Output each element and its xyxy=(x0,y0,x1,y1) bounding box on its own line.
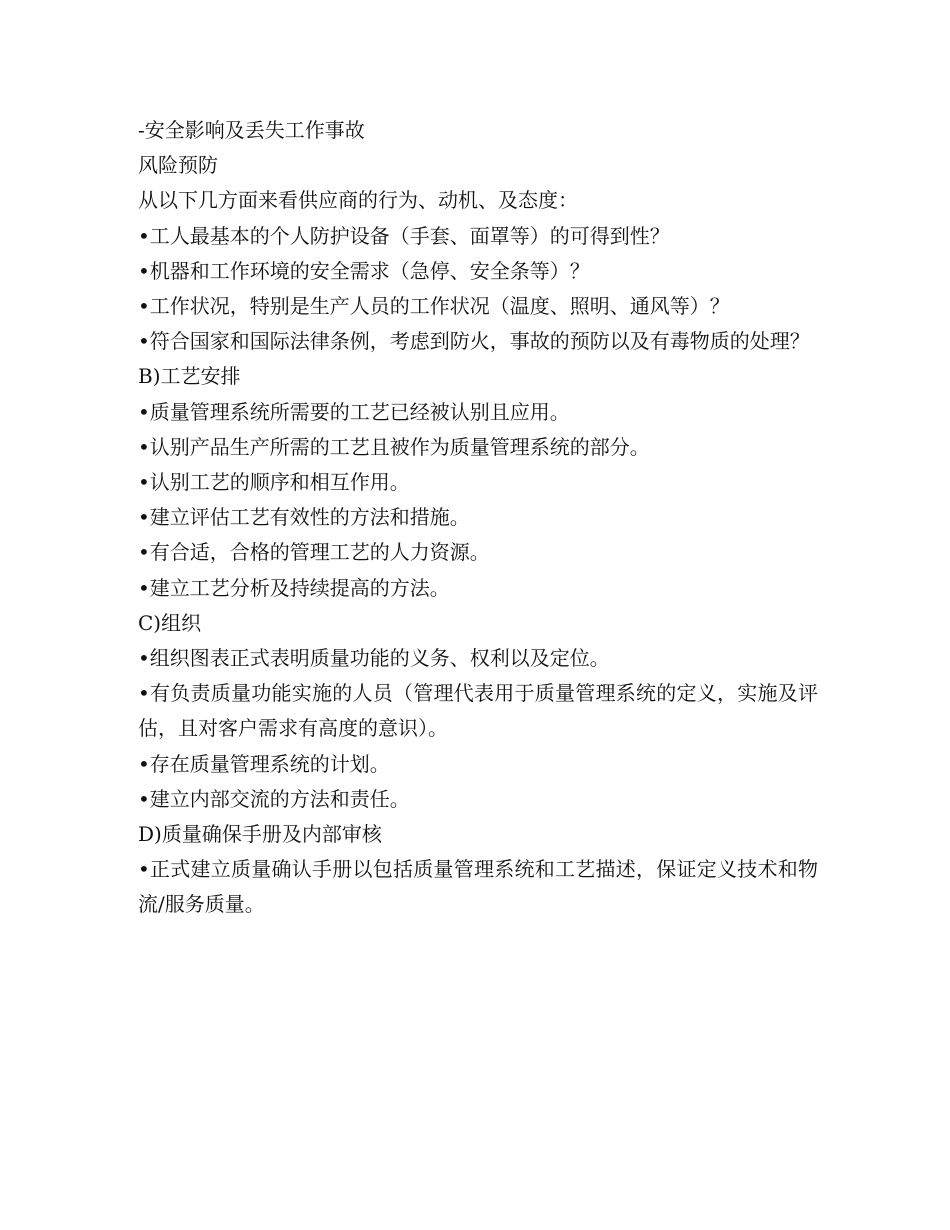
safety-impact-line: -安全影响及丢失工作事故 xyxy=(138,118,365,142)
bullet-item: •有负责质量功能实施的人员（管理代表用于质量管理系统的定义，实施及评估，且对客户需求有高度的意识）。 xyxy=(138,681,818,741)
bullet-item: •工人最基本的个人防护设备（手套、面罩等）的可得到性？ xyxy=(138,223,670,248)
bullet-item: •建立工艺分析及持续提高的方法。 xyxy=(138,575,450,600)
bullet-item: •组织图表正式表明质量功能的义务、权利以及定位。 xyxy=(138,646,610,671)
bullet-item: •符合国家和国际法律条例，考虑到防火，事故的预防以及有毒物质的处理？ xyxy=(138,329,810,354)
bullet-item: •机器和工作环境的安全需求（急停、安全条等）？ xyxy=(138,258,590,283)
bullet-item: •存在质量管理系统的计划。 xyxy=(138,751,390,776)
document-page xyxy=(138,113,818,923)
intro-line: 从以下几方面来看供应商的行为、动机、及态度： xyxy=(138,188,578,213)
bullet-item: •工作状况，特别是生产人员的工作状况（温度、照明、通风等）？ xyxy=(138,294,730,319)
section-heading-c: C)组织 xyxy=(138,610,202,635)
section-heading-d: D)质量确保手册及内部审核 xyxy=(138,822,382,847)
section-heading-b: B)工艺安排 xyxy=(138,364,241,389)
bullet-item: •认别工艺的顺序和相互作用。 xyxy=(138,470,410,495)
bullet-item: •建立评估工艺有效性的方法和措施。 xyxy=(138,505,470,530)
risk-prevention-heading: 风险预防 xyxy=(138,153,218,178)
bullet-item: •有合适，合格的管理工艺的人力资源。 xyxy=(138,540,490,565)
bullet-item: •认别产品生产所需的工艺且被作为质量管理系统的部分。 xyxy=(138,434,650,459)
bullet-item: •质量管理系统所需要的工艺已经被认别且应用。 xyxy=(138,399,570,424)
bullet-item: •正式建立质量确认手册以包括质量管理系统和工艺描述，保证定义技术和物流/服务质量。 xyxy=(138,857,818,917)
bullet-item: •建立内部交流的方法和责任。 xyxy=(138,786,410,811)
